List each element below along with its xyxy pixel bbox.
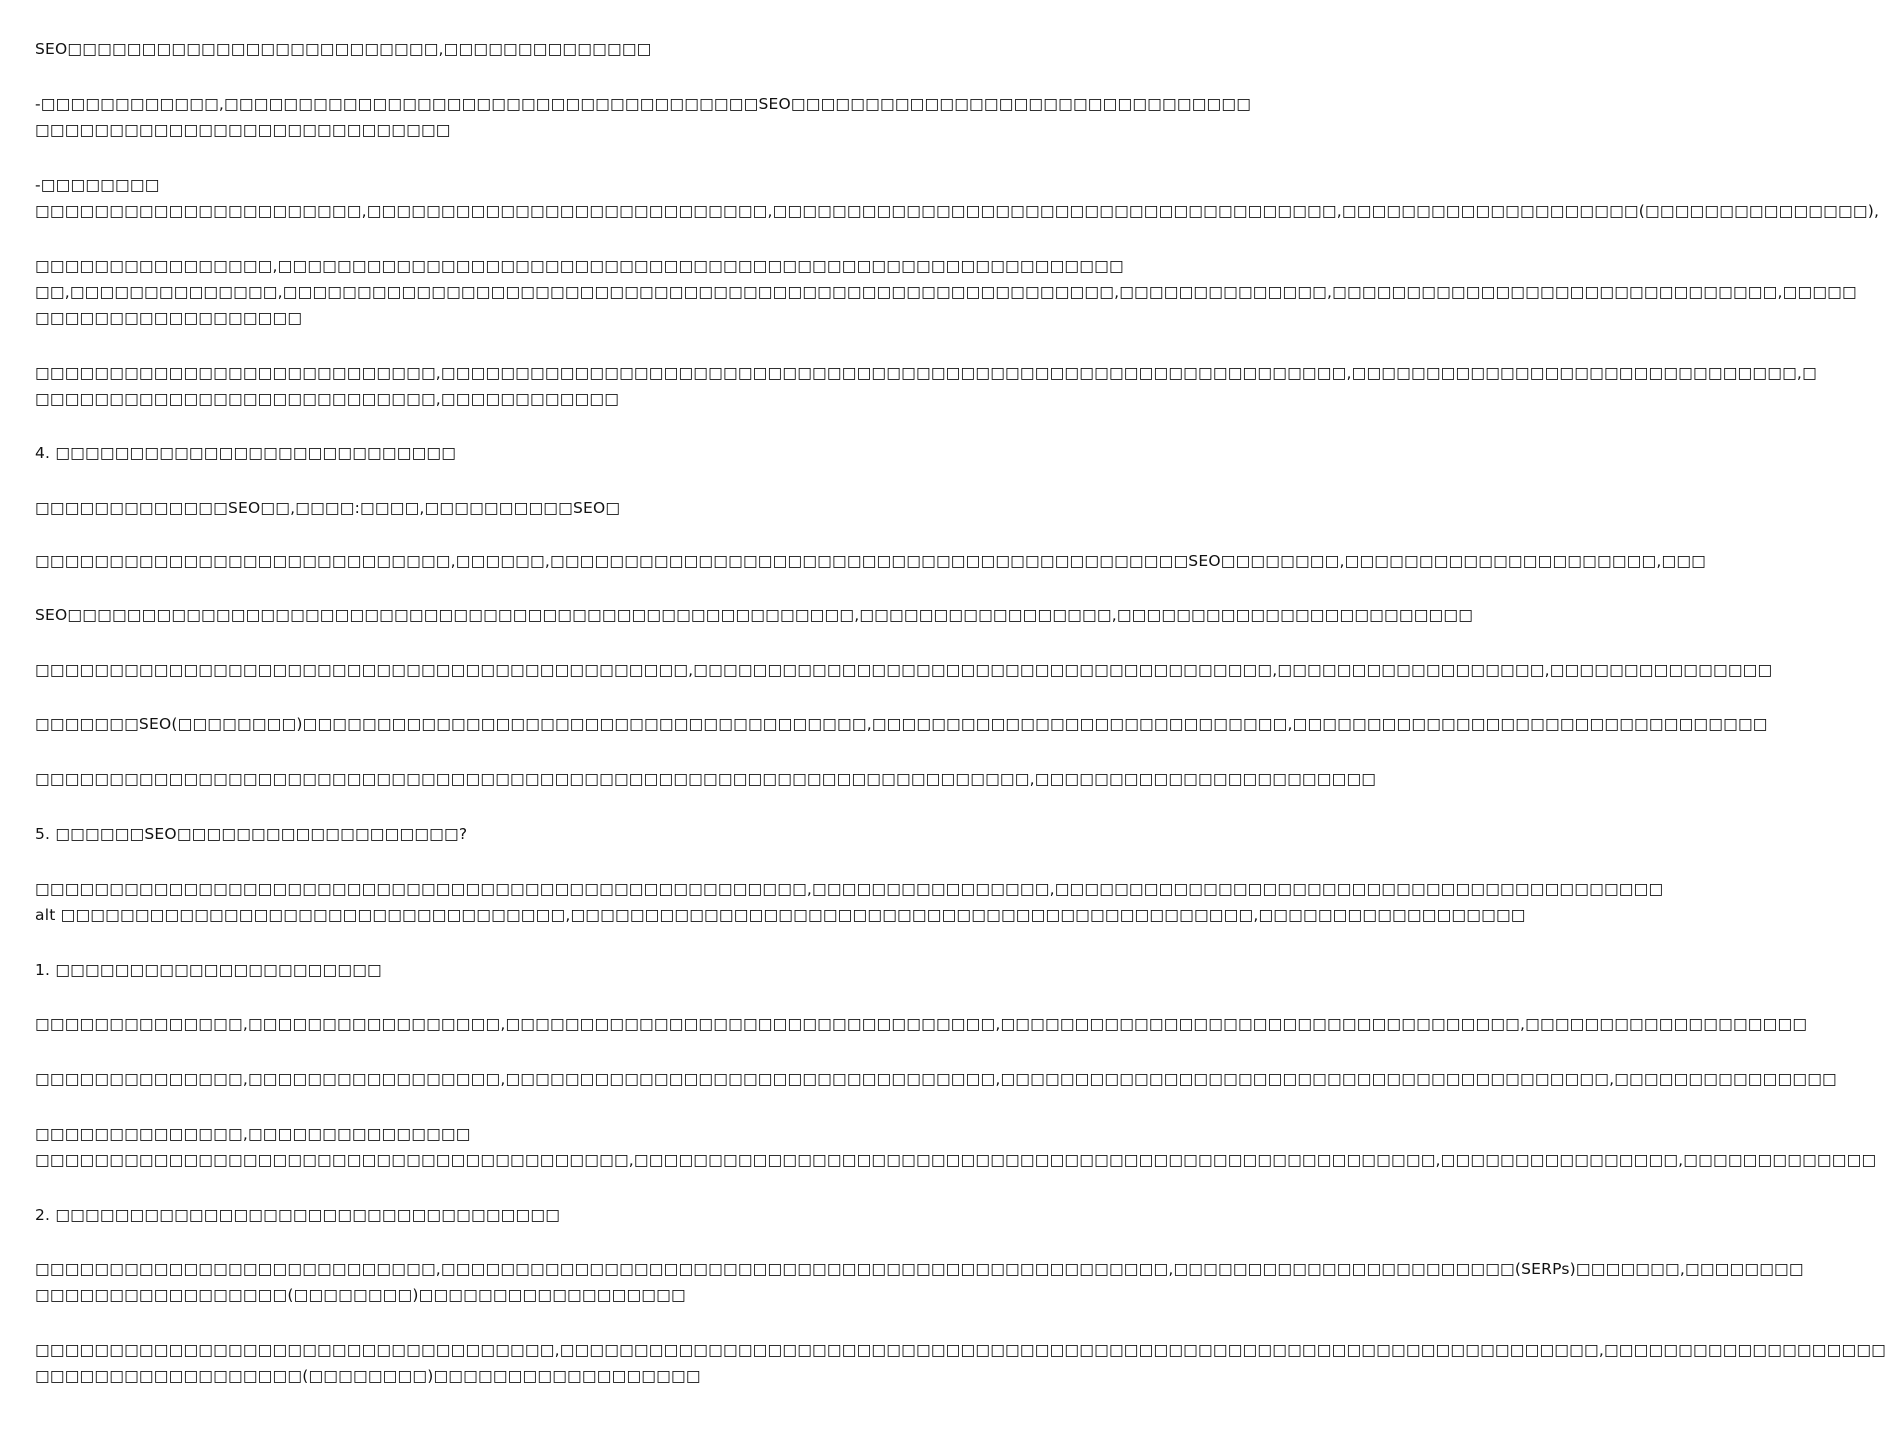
paragraph-line: □□□□□□□□□□□□□□□□□□□□□□□□□□□□□□□□□□□,□□□□□□□□□□□□□□□□□□□□□□□□□□□□□□□□□□□□□□□□□□□□□□□□□□□□□□□□□□□□□□□□□□□□□□,□□□□□□□□□□□□□□□□□□□: [35, 1341, 1886, 1359]
paragraph-line: SEO□□□□□□□□□□□□□□□□□□□□□□□□□,□□□□□□□□□□□□□□: [35, 40, 652, 58]
paragraph-line: □□□□□□□□□□□□□□□□□□□□□□□□□□□□□□□□□□□□□□□□,□□□□□□□□□□□□□□□□□□□□□□□□□□□□□□□□□□□□□□□□□□□□□□□□□□□□□□,□□□□□□□□□□□□□□□□,□□□□□□□□□□□□□: [35, 1151, 1877, 1169]
paragraph-line: alt □□□□□□□□□□□□□□□□□□□□□□□□□□□□□□□□□□,□□□□□□□□□□□□□□□□□□□□□□□□□□□□□□□□□□□□□□□□□□□□□□,□□□□□□□□□□□□□□□□□□: [35, 906, 1526, 924]
paragraph-line: □□□□□□□□□□□□□□□□□□□□□□□□□□□□□□□□□□□□□□□□□□□□□□□□□□□□□□□□□□□□□□□□□□□,□□□□□□□□□□□□□□□□□□□□□□□: [35, 770, 1377, 788]
paragraph-line: □□□□□□□□□□□□□□□□□□□□□□□□□□□,□□□□□□□□□□□□: [35, 390, 620, 408]
paragraph-line: 4. □□□□□□□□□□□□□□□□□□□□□□□□□□□: [35, 444, 457, 462]
paragraph-line: 1. □□□□□□□□□□□□□□□□□□□□□□: [35, 961, 382, 979]
paragraph-line: 5. □□□□□□SEO□□□□□□□□□□□□□□□□□□□?: [35, 825, 468, 843]
paragraph-line: □□□□□□□□□□□□□SEO□□,□□□□:□□□□,□□□□□□□□□□SEO□: [35, 499, 621, 517]
document-page: [35, 0, 1886, 1449]
paragraph-line: □□□□□□□□□□□□□□□□□□□□□□□□□□□,□□□□□□□□□□□□□□□□□□□□□□□□□□□□□□□□□□□□□□□□□□□□□□□□□,□□□□□□□□□□□□□□□□□□□□□□□(SERPs)□□□□□□□,□□□□□□□□: [35, 1260, 1804, 1278]
paragraph-line: -□□□□□□□□: [35, 176, 160, 194]
paragraph-line: □□□□□□□□□□□□□□□□□□□□□□,□□□□□□□□□□□□□□□□□□□□□□□□□□□,□□□□□□□□□□□□□□□□□□□□□□□□□□□□□□□□□□□□□□,□□□□□□□□□□□□□□□□□□□□(□□□□□□□□□□□□□□□),: [35, 202, 1880, 220]
paragraph-line: 2. □□□□□□□□□□□□□□□□□□□□□□□□□□□□□□□□□□: [35, 1206, 561, 1224]
paragraph-line: □□□□□□□□□□□□□□□□□□□□□□□□□□□□: [35, 121, 451, 139]
paragraph-line: □□□□□□□□□□□□□□□□,□□□□□□□□□□□□□□□□□□□□□□□□□□□□□□□□□□□□□□□□□□□□□□□□□□□□□□□□□: [35, 257, 1124, 275]
paragraph-line: □□□□□□□□□□□□□□□□□□□□□□□□□□□□□□□□□□□□□□□□□□□□,□□□□□□□□□□□□□□□□□□□□□□□□□□□□□□□□□□□□□□□,□□□□□□□□□□□□□□□□□□,□□□□□□□□□□□□□□□: [35, 661, 1773, 679]
paragraph-line: □□□□□□□□□□□□□□□□□□(□□□□□□□□)□□□□□□□□□□□□□□□□□□: [35, 1367, 701, 1385]
paragraph-line: □□□□□□□□□□□□□□,□□□□□□□□□□□□□□□□□,□□□□□□□□□□□□□□□□□□□□□□□□□□□□□□□□□,□□□□□□□□□□□□□□□□□□□□□□□□□□□□□□□□□□□,□□□□□□□□□□□□□□□□□□□: [35, 1015, 1808, 1033]
paragraph-line: SEO□□□□□□□□□□□□□□□□□□□□□□□□□□□□□□□□□□□□□□□□□□□□□□□□□□□□□,□□□□□□□□□□□□□□□□□,□□□□□□□□□□□□□□□□□□□□□□□□: [35, 606, 1474, 624]
paragraph-line: □□□□□□□□□□□□□□,□□□□□□□□□□□□□□□□□,□□□□□□□□□□□□□□□□□□□□□□□□□□□□□□□□□,□□□□□□□□□□□□□□□□□□□□□□□□□□□□□□□□□□□□□□□□□,□□□□□□□□□□□□□□□: [35, 1070, 1837, 1088]
paragraph-line: -□□□□□□□□□□□□,□□□□□□□□□□□□□□□□□□□□□□□□□□□□□□□□□□□□SEO□□□□□□□□□□□□□□□□□□□□□□□□□□□□□□□: [35, 95, 1252, 113]
paragraph-line: □□□□□□□□□□□□□□□□□□□□□□□□□□□□,□□□□□□,□□□□□□□□□□□□□□□□□□□□□□□□□□□□□□□□□□□□□□□□□□□SEO□□□□□□□□,□□□□□□□□□□□□□□□□□□□□□,□□□: [35, 552, 1707, 570]
paragraph-line: □□□□□□□□□□□□□□□□□(□□□□□□□□)□□□□□□□□□□□□□□□□□□: [35, 1286, 686, 1304]
paragraph-line: □□,□□□□□□□□□□□□□□,□□□□□□□□□□□□□□□□□□□□□□□□□□□□□□□□□□□□□□□□□□□□□□□□□□□□□□□□,□□□□□□□□□□□□□□,□□□□□□□□□□□□□□□□□□□□□□□□□□□□□□,□□□□□: [35, 283, 1857, 301]
paragraph-line: □□□□□□□SEO(□□□□□□□□)□□□□□□□□□□□□□□□□□□□□□□□□□□□□□□□□□□□□□□,□□□□□□□□□□□□□□□□□□□□□□□□□□□□,□□□□□□□□□□□□□□□□□□□□□□□□□□□□□□□□: [35, 715, 1768, 733]
paragraph-line: □□□□□□□□□□□□□□□□□□□□□□□□□□□□□□□□□□□□□□□□□□□□□□□□□□□□,□□□□□□□□□□□□□□□□,□□□□□□□□□□□□□□□□□□□□□□□□□□□□□□□□□□□□□□□□□: [35, 880, 1664, 898]
paragraph-line: □□□□□□□□□□□□□□,□□□□□□□□□□□□□□□: [35, 1125, 471, 1143]
paragraph-line: □□□□□□□□□□□□□□□□□□□□□□□□□□□,□□□□□□□□□□□□□□□□□□□□□□□□□□□□□□□□□□□□□□□□□□□□□□□□□□□□□□□□□□□□□,□□□□□□□□□□□□□□□□□□□□□□□□□□□□□□,□: [35, 364, 1817, 382]
paragraph-line: □□□□□□□□□□□□□□□□□□: [35, 309, 303, 327]
